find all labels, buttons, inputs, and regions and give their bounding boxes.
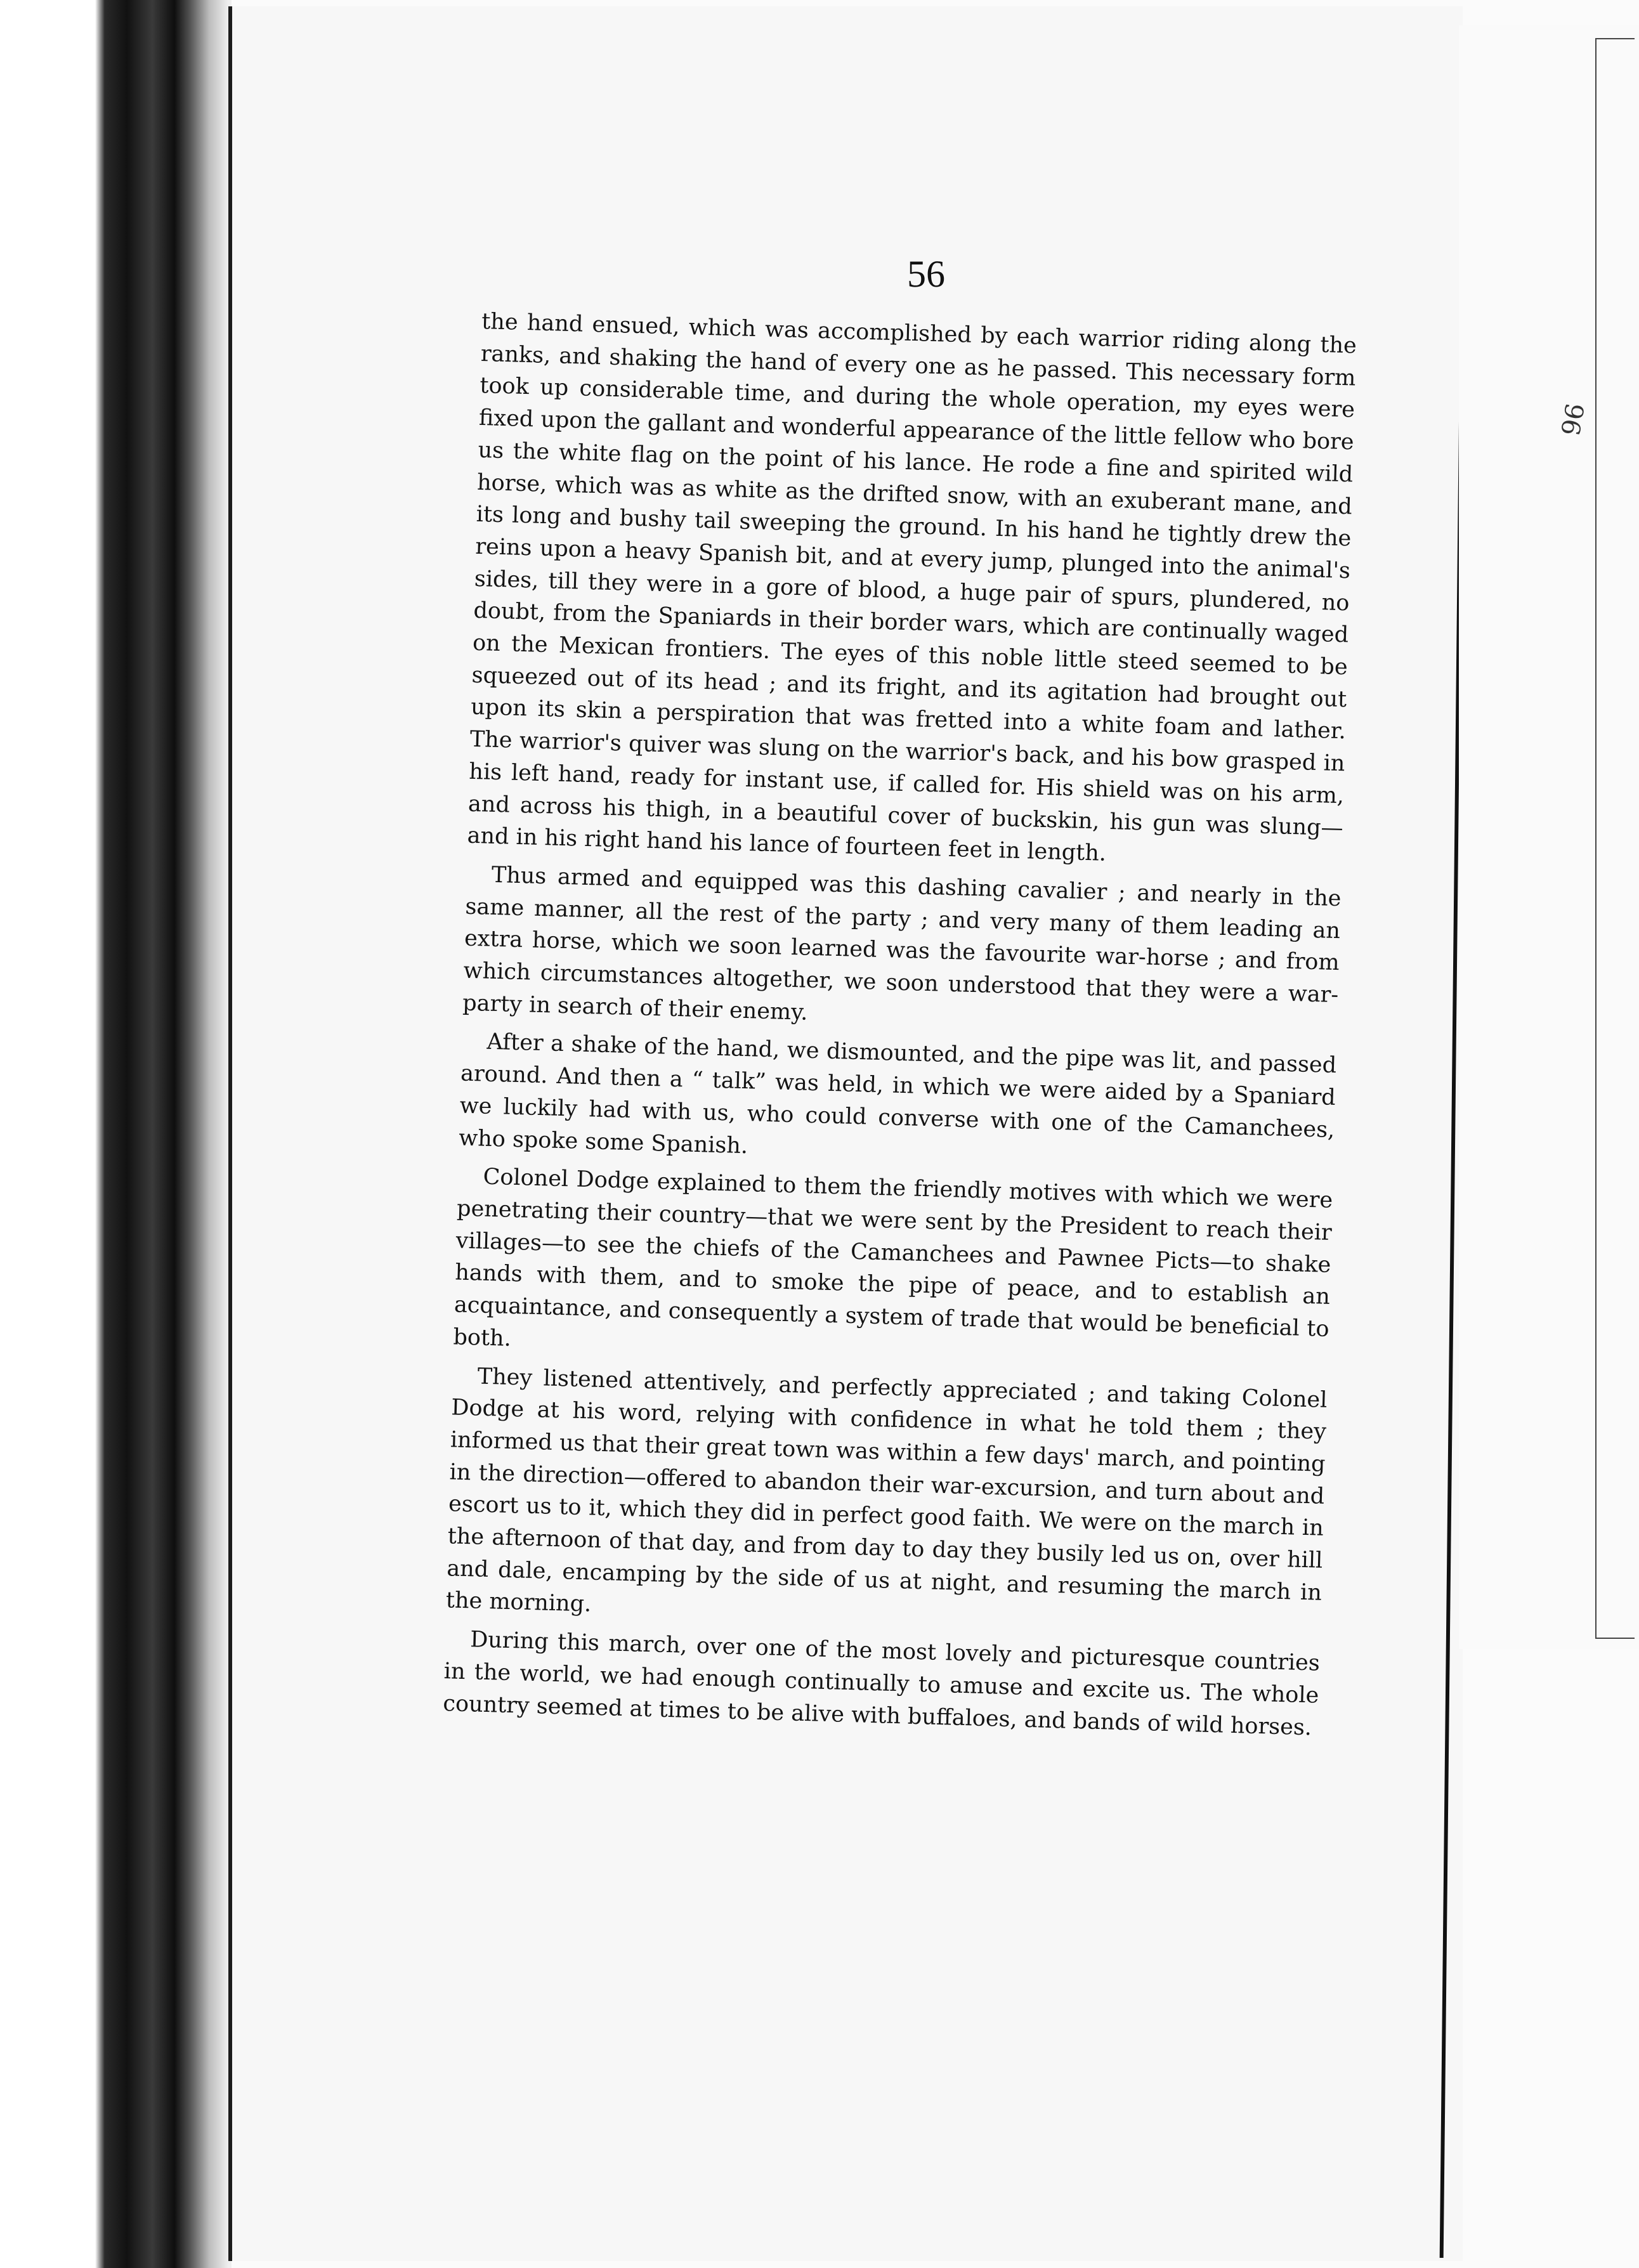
paragraph: Colonel Dodge explained to them the friendly motives with which we were penetrating their country—that we were sent by the President to reach their villages—to see the chiefs of the Camanchees and Pawnee Picts—to shake hands with them, and to smoke the pipe of peace, and to establish an acquaintance, and consequently a system of trade that would be beneficial to both. [453,1164,1333,1352]
paragraph: After a shake of the hand, we dismounted, and the pipe was lit, and passed around. And then a “ talk” was held, in which we were aided by a Spaniard we luckily had with us, who could converse with one of the Camanchees, who spoke some Spanish. [458,1029,1337,1159]
facing-page-frame [1595,38,1635,1639]
facing-page-number: 96 [1554,401,1589,438]
page-number: 56 [907,253,945,295]
paragraph: During this march, over one of the most lovely and picturesque countries in the world, we had enough continually to amuse and excite us. The whole country seemed at times to be alive with buffaloes, and bands of wild horses. [442,1627,1321,1740]
body-text [443,306,1357,1744]
paragraph: They listened attentively, and perfectly appreciated ; and taking Colonel Dodge at his word, relying with confidence in what he told them ; they informed us that their great town was within a few days' march, and pointing in the direction—offered to abandon their war-excursion, and turn about and escort us to it, which they did in perfect good faith. We were on the march in the afternoon of that day, and from day to day they busily led us on, over hill and dale, encamping by the side of us at night, and resuming the march in the morning. [445,1363,1328,1618]
paragraph: the hand ensued, which was accomplished by each warrior riding along the ranks, and shaking the hand of every one as he passed. This necessary form took up considerable time, and during the whole operation, my eyes were fixed upon the gallant and wonderful appearance of the little fellow who bore us the white flag on the point of his lance. He rode a fine and spirited wild horse, which was as white as the drifted snow, with an exuberant mane, and its long and bushy tail sweeping the ground. In his hand he tightly drew the reins upon a heavy Spanish bit, and at every jump, plunged into the animal's sides, till they were in a gore of blood, a huge pair of spurs, plundered, no doubt, from the Spaniards in their border wars, which are continually waged on the Mexican frontiers. The eyes of this noble little steed seemed to be squeezed out of its head ; and its fright, and its agitation had brought out upon its skin a perspiration that was fretted into a white foam and lather. The warrior's quiver was slung on the warrior's back, and his bow grasped in his left hand, ready for instant use, if called for. His shield was on his arm, and across his thigh, in a beautiful cover of buckskin, his gun was slung—and in his right hand his lance of fourteen feet in length. [467,308,1357,867]
paragraph: Thus armed and equipped was this dashing cavalier ; and nearly in the same manner, all the rest of the party ; and very many of them leading an extra horse, which we soon learned was the favourite war-horse ; and from which circumstances altogether, we soon understood that they were a war-party in search of their enemy. [462,862,1342,1026]
book-binding-gutter [0,0,232,2268]
